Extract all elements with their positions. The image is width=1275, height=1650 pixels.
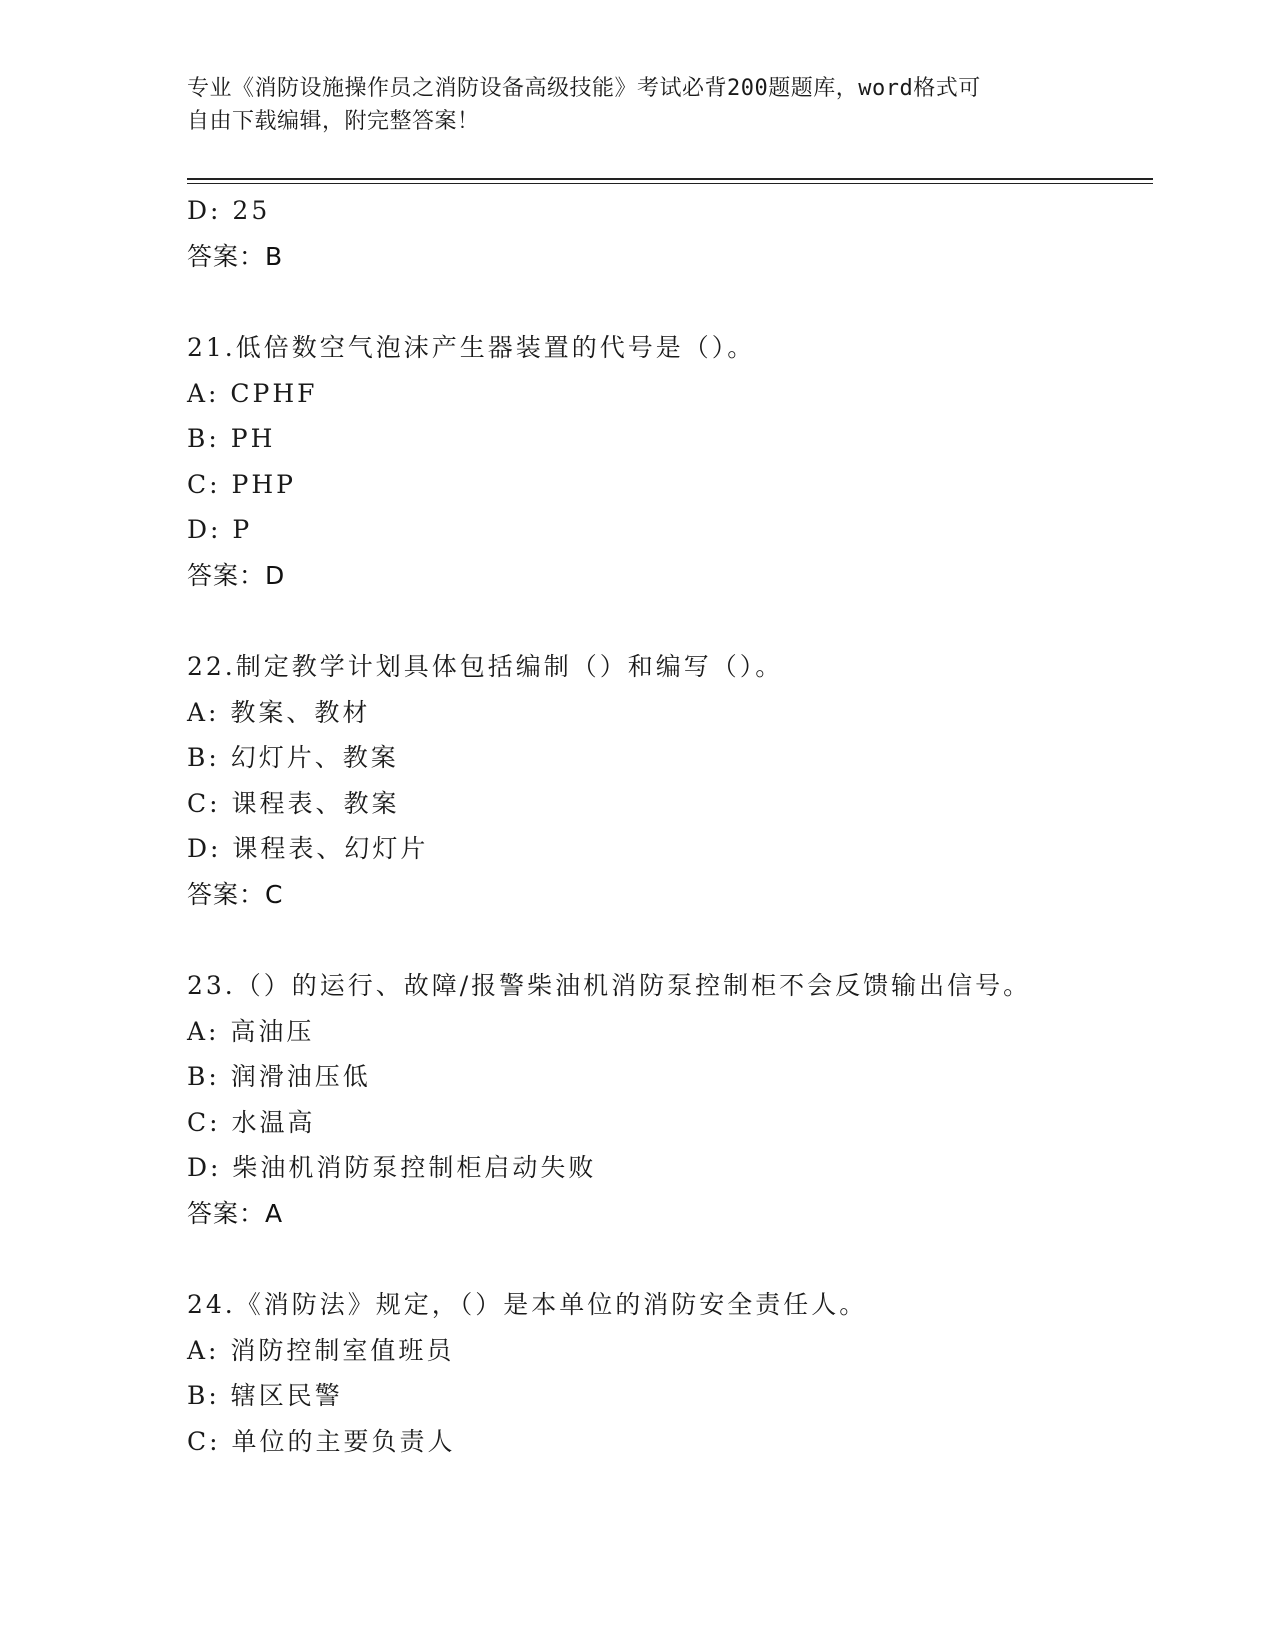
question-21 xyxy=(187,325,1153,598)
option-c: C: 水温高 xyxy=(187,1107,316,1137)
option-c: C: 课程表、教案 xyxy=(187,788,400,818)
option-b: B: 幻灯片、教案 xyxy=(187,743,399,772)
option-d: D: 柴油机消防泵控制柜启动失败 xyxy=(187,1153,597,1182)
question-stem: 22.制定教学计划具体包括编制（）和编写（）。 xyxy=(187,652,784,681)
option-c: C: 单位的主要负责人 xyxy=(187,1426,456,1456)
question-23 xyxy=(187,963,1153,1236)
option-d: D: P xyxy=(187,515,253,544)
header-line-2: 自由下载编辑，附完整答案！ xyxy=(187,109,480,134)
page-header xyxy=(187,72,1067,138)
question-content xyxy=(187,188,1153,1464)
answer-line: 答案：D xyxy=(187,560,286,590)
option-d: D: 25 xyxy=(187,196,271,225)
spacer xyxy=(187,598,1153,644)
spacer xyxy=(187,1236,1153,1282)
option-a: A: 教案、教材 xyxy=(187,697,371,727)
header-divider-thin xyxy=(187,183,1153,184)
spacer xyxy=(187,917,1153,963)
answer-line: 答案：C xyxy=(187,879,284,909)
answer-line: 答案：B xyxy=(187,241,284,271)
option-a: A: 高油压 xyxy=(187,1016,315,1046)
option-b: B: 辖区民警 xyxy=(187,1381,343,1410)
option-b: B: 润滑油压低 xyxy=(187,1062,371,1091)
option-c: C: PHP xyxy=(187,469,296,499)
question-stem: 23.（）的运行、故障/报警柴油机消防泵控制柜不会反馈输出信号。 xyxy=(187,971,1032,1000)
spacer xyxy=(187,279,1153,325)
option-d: D: 课程表、幻灯片 xyxy=(187,834,429,863)
answer-line: 答案：A xyxy=(187,1198,284,1228)
question-stem: 24.《消防法》规定，（）是本单位的消防安全责任人。 xyxy=(187,1290,868,1319)
header-line-1: 专业《消防设施操作员之消防设备高级技能》考试必背200题题库，word格式可 xyxy=(187,76,981,101)
question-stem: 21.低倍数空气泡沫产生器装置的代号是（）。 xyxy=(187,333,756,362)
question-20-tail xyxy=(187,188,1153,279)
option-a: A: 消防控制室值班员 xyxy=(187,1335,455,1365)
option-b: B: PH xyxy=(187,424,276,453)
question-22 xyxy=(187,644,1153,917)
question-24 xyxy=(187,1282,1153,1464)
header-divider-thick xyxy=(187,178,1153,180)
option-a: A: CPHF xyxy=(187,378,318,408)
